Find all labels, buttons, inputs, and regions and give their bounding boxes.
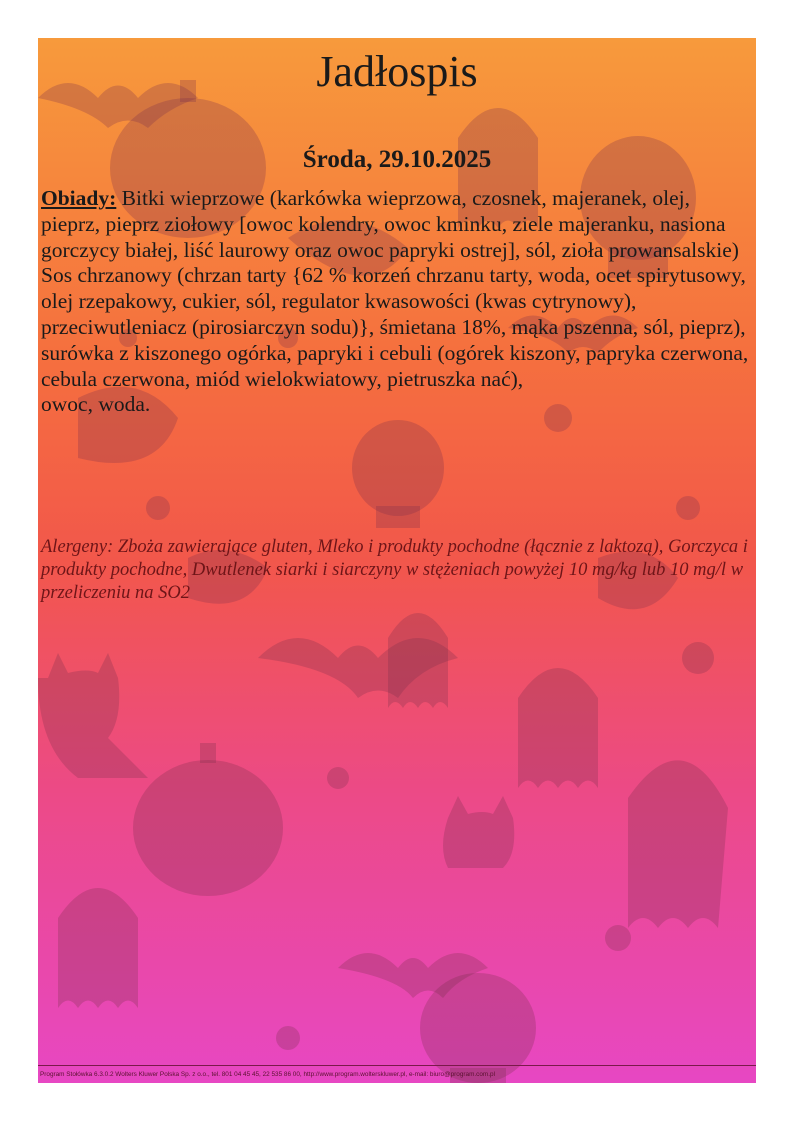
footer-text: Program Stołówka 6.3.0.2 Wolters Kluwer Polska Sp. z o.o., tel. 801 04 45 45, 22 535 86 00, http://www.program.wolterskluwer.pl, e-mail: biuro@program.com.pl bbox=[40, 1071, 495, 1078]
main-dish-text: Bitki wieprzowe (karkówka wieprzowa, czosnek, majeranek, olej, pieprz, pieprz ziołowy [owoc kolendry, owoc kminku, ziele majeranku, nasiona gorczycy białej, liść laurowy oraz owoc papryki ostrej], sól, zioła prowansalskie) bbox=[41, 186, 739, 262]
allergens-text: Alergeny: Zboża zawierające gluten, Mleko i produkty pochodne (łącznie z laktozą), Gorczyca i produkty pochodne, Dwutlenek siarki i siarczyny w stężeniach powyżej 10 mg/kg lub 10 mg/l w przeliczeniu na SO2 bbox=[41, 537, 748, 603]
menu-date: Środa, 29.10.2025 bbox=[302, 146, 492, 173]
page-title: Jadłospis bbox=[316, 47, 478, 96]
meal-label: Obiady: bbox=[41, 186, 117, 210]
menu-sheet bbox=[38, 38, 756, 1083]
footer-divider bbox=[38, 1065, 756, 1066]
salad-text: surówka z kiszonego ogórka, papryki i cebuli (ogórek kiszony, papryka czerwona, cebula czerwona, miód wielokwiatowy, pietruszka nać), bbox=[41, 340, 749, 391]
extras-text: owoc, woda. bbox=[41, 392, 151, 417]
sauce-text: Sos chrzanowy (chrzan tarty {62 % korzeń chrzanu tarty, woda, ocet spirytusowy, olej rzepakowy, cukier, sól, regulator kwasowości (kwas cytrynowy), przeciwutleniacz (pirosiarczyn sodu)}, śmietana 18%, mąka pszenna, sól, pieprz), bbox=[41, 263, 746, 339]
meal-description bbox=[41, 186, 753, 418]
main-dish-paragraph bbox=[41, 186, 753, 263]
menu-content bbox=[38, 38, 756, 1083]
